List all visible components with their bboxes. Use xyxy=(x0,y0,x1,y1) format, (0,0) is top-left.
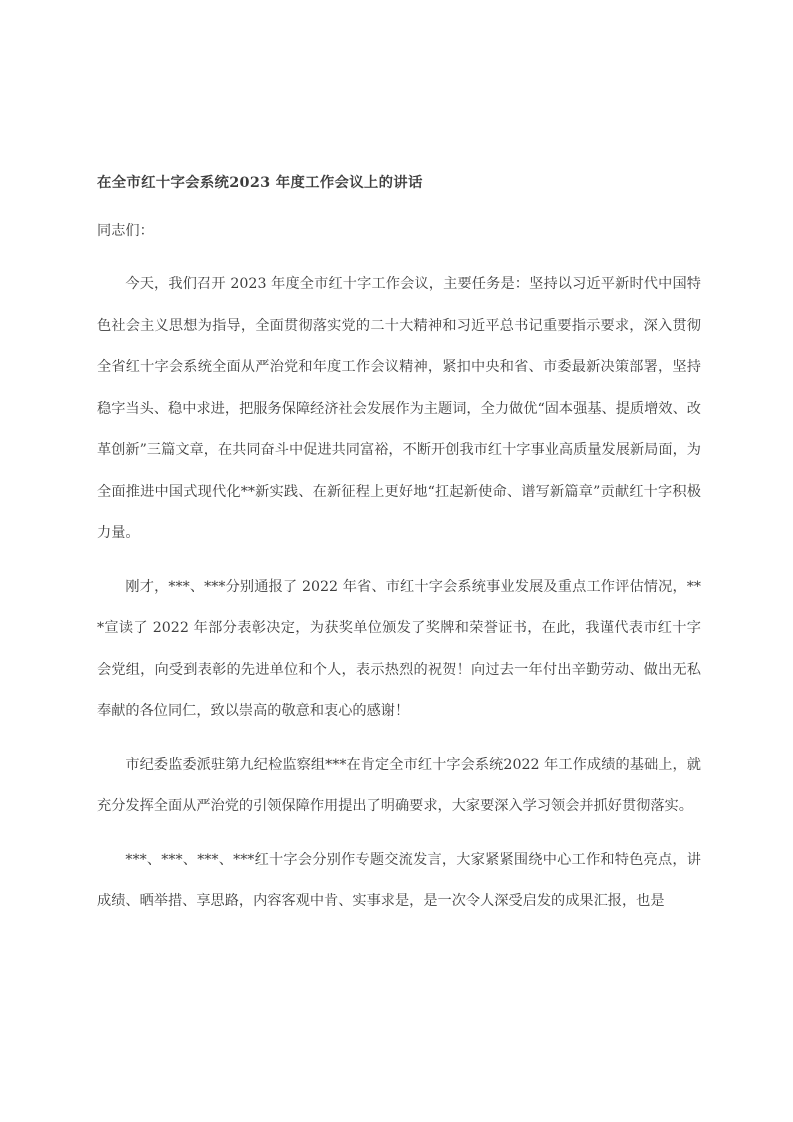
salutation-line: 同志们： xyxy=(97,222,154,239)
body-paragraph-2: 刚才，***、***分别通报了 2022 年省、市红十字会系统事业发展及重点工作评估情况，***宣读了 2022 年部分表彰决定，为获奖单位颁发了奖牌和荣誉证书，在此，我谨代表市红十字会党组，向受到表彰的先进单位和个人，表示热烈的祝贺！向过去一年付出辛勤劳动、做出无私奉献的各位同仁，致以崇高的敬意和衷心的感谢！ xyxy=(97,578,701,719)
document-title: 在全市红十字会系统2023 年度工作会议上的讲话 xyxy=(97,174,423,191)
body-paragraph-4: ***、***、***、***红十字会分别作专题交流发言，大家紧紧围绕中心工作和特色亮点，讲成绩、晒举措、享思路，内容客观中肯、实事求是，是一次令人深受启发的成果汇报，也是 xyxy=(97,851,701,909)
body-paragraph-3: 市纪委监委派驻第九纪检监察组***在肯定全市红十字会系统2022 年工作成绩的基础上，就充分发挥全面从严治党的引领保障作用提出了明确要求，大家要深入学习领会并抓好贯彻落实。 xyxy=(97,756,701,814)
body-paragraph-1: 今天，我们召开 2023 年度全市红十字工作会议，主要任务是：坚持以习近平新时代中国特色社会主义思想为指导，全面贯彻落实党的二十大精神和习近平总书记重要指示要求，深入贯彻全省红十字会系统全面从严治党和年度工作会议精神，紧扣中央和省、市委最新决策部署，坚持稳字当头、稳中求进，把服务保障经济社会发展作为主题词，全力做优“固本强基、提质增效、改革创新”三篇文章，在共同奋斗中促进共同富裕，不断开创我市红十字事业高质量发展新局面，为全面推进中国式现代化**新实践、在新征程上更好地“扛起新使命、谱写新篇章”贡献红十字积极力量。 xyxy=(97,276,701,541)
